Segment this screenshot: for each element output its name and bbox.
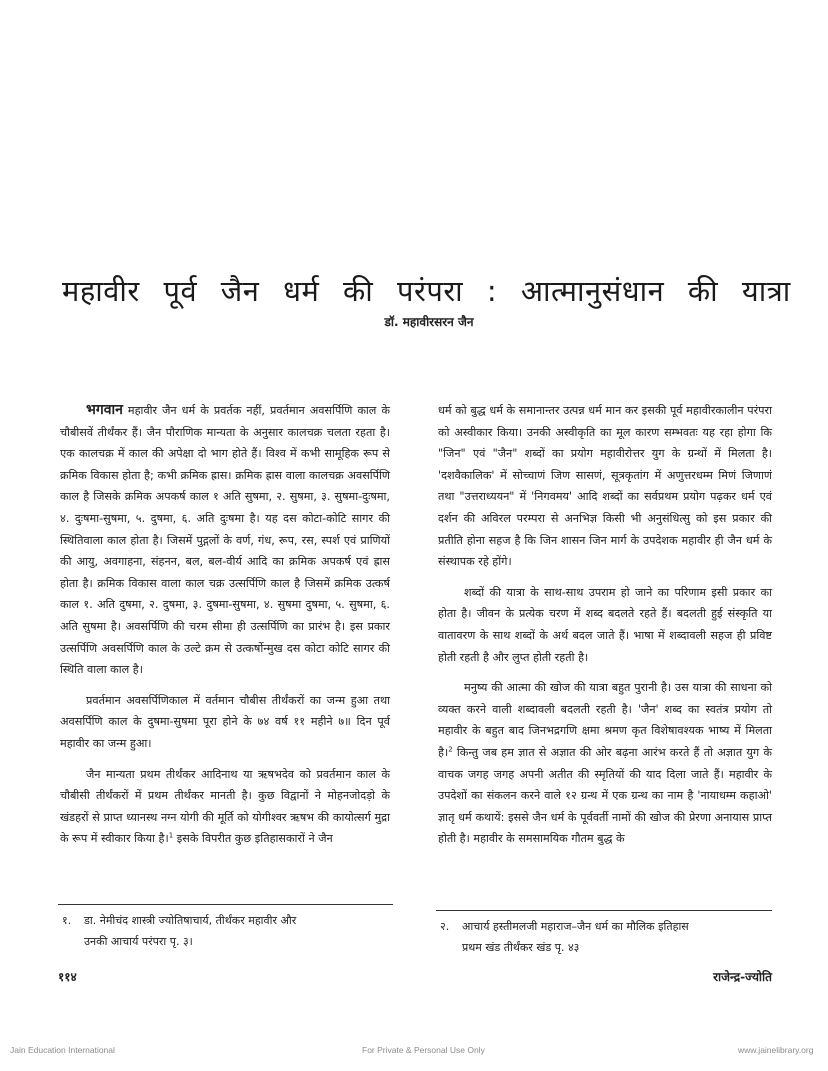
journal-name: राजेन्द्र-ज्योति <box>713 970 772 984</box>
paragraph <box>438 677 772 850</box>
paragraph: शब्दों की यात्रा के साथ-साथ उपराम हो जाने का परिणाम इसी प्रकार का होता है। जीवन के प्रत्येक चरण में शब्द बदलते रहते हैं। बदलती हुई संस्कृति या वातावरण के साथ शब्दों के अर्थ बदल जाते हैं। भाषा में शब्दावली सहज ही प्रविष्ट होती रहती है और लुप्त होती रहती है। <box>438 585 772 664</box>
footnote-divider <box>436 910 772 911</box>
paragraph-text: जैन मान्यता प्रथम तीर्थंकर आदिनाथ या ऋषभदेव को प्रवर्तमान काल के चौबीसी तीर्थंकरों में प्रथम तीर्थंकर मानती है। कुछ विद्वानों ने मोहनजोदड़ो के खंडहरों से प्राप्त ध्यानस्थ नग्न योगी की मूर्ति को योगीश्वर ऋषभ की कायोत्सर्ग मुद्रा के रूप में स्वीकार किया है। <box>60 767 390 846</box>
article-title: महावीर पूर्व जैन धर्म की परंपरा : आत्मानुसंधान की यात्रा <box>62 274 791 309</box>
left-column <box>60 400 390 859</box>
paragraph-text: किन्तु जब हम ज्ञात से अज्ञात की ओर बढ़ना आरंभ करते हैं तो अज्ञात युग के वाचक जगह जगह अपनी अतीत की स्मृतियों की याद दिला जाते हैं। महावीर के उपदेशों का संकलन करने वाले १२ ग्रन्थ में एक ग्रन्थ का नाम है 'नायाधम्म कहाओ' ज्ञातृ धर्म कथायें: इससे जैन धर्म के पूर्ववर्ती नामों की खोज की प्रेरणा अनायास प्राप्त होती है। महावीर के समसामयिक गौतम बुद्ध के <box>438 745 772 846</box>
footnote-ref[interactable]: 2 <box>448 745 453 754</box>
footnote-text: आचार्य हस्तीमलजी महाराज–जैन धर्म का मौलिक इतिहास <box>462 920 689 933</box>
footnote-text: प्रथम खंड तीर्थंकर खंड पृ. ४३ <box>462 941 580 954</box>
footnote-number: १. <box>62 914 72 927</box>
footnote-number: २. <box>440 920 450 933</box>
footnote-2 <box>440 916 774 958</box>
paragraph: प्रवर्तमान अवसर्पिणिकाल में वर्तमान चौबीस तीर्थंकरों का जन्म हुआ तथा अवसर्पिणि काल के दुषमा-सुषमा पूरा होने के ७४ वर्ष ११ महीने ७॥ दिन पूर्व महावीर का जन्म हुआ। <box>60 693 390 750</box>
paragraph-text: इसके विपरीत कुछ इतिहासकारों ने जैन <box>173 832 333 846</box>
footer-website-link[interactable]: www.jainelibrary.org <box>738 1045 814 1055</box>
footnote-ref[interactable]: 1 <box>168 831 174 840</box>
paragraph: धर्म को बुद्ध धर्म के समानान्तर उत्पन्न धर्म मान कर इसकी पूर्व महावीरकालीन परंपरा को अस्वीकार किया। उनकी अस्वीकृति का मूल कारण सम्भवतः यह रहा होगा कि "जिन" एवं "जैन" शब्दों का प्रयोग महावीरोत्तर युग के ग्रन्थों में मिलता है। 'दशवैकालिक' में सोच्चाणं जिण सासणं, सूत्रकृतांग में अणुत्तरधम्म मिणं जिणाणं तथा "उत्तराध्ययन" में 'निगवमय' आदि शब्दों का सर्वप्रथम प्रयोग पढ़कर धर्म एवं दर्शन की अविरल परम्परा से अनभिज्ञ किसी भी अनुसंधित्सु को इस प्रकार की प्रतीति होना सहज है कि जिन शासन जिन मार्ग के उपदेशक महावीर ही जैन धर्म के संस्थापक रहे होंगे। <box>438 404 772 569</box>
footnote-divider <box>58 904 393 905</box>
author-name: डॉ. महावीरसरन जैन <box>384 315 474 329</box>
paragraph <box>60 764 390 850</box>
page-number: ११४ <box>58 970 77 984</box>
right-column <box>438 400 772 859</box>
paragraph-text: मनुष्य की आत्मा की खोज की यात्रा बहुत पुरानी है। उस यात्रा की साधना को व्यक्त करने वाली शब्दावली बदलती रहती है। 'जैन' शब्द का स्वतंत्र प्रयोग तो महावीर के बहुत बाद जिनभद्रगणि क्षमा श्रमण कृत विशेषावश्यक भाष्य में मिलता है। <box>438 681 772 759</box>
paragraph <box>60 400 390 681</box>
paragraph-text: महावीर जैन धर्म के प्रवर्तक नहीं, प्रवर्तमान अवसर्पिणि काल के चौबीसवें तीर्थंकर हैं। जैन पौराणिक मान्यता के अनुसार कालचक्र चलता रहता है। एक कालचक्र में काल की अपेक्षा दो भाग होते हैं। विश्व में कभी सामूहिक रूप से क्रमिक विकास होता है; कभी क्रमिक ह्रास। क्रमिक ह्रास वाला कालचक्र अवसर्पिणि काल है जिसके क्रमिक अपकर्ष काल १ अति सुषमा, २. सुषमा, ३. सुषमा-दुःषमा, ४. दुःषमा-सुषमा, ५. दुषमा, ६. अति दुःषमा है। यह दस कोटा-कोटि सागर की स्थितिवाला काल होता है। जिसमें पुद्गलों के वर्ण, गंध, रूप, रस, स्पर्श एवं प्राणियों की आयु, अवगाहना, संहनन, बल, बल-वीर्य आदि का क्रमिक अपकर्ष एवं ह्रास होता है। क्रमिक विकास वाला काल चक्र उत्सर्पिणि काल है जिसमें क्रमिक उत्कर्ष काल १. अति दुषमा, २. दुषमा, ३. दुषमा-सुषमा, ४. सुषमा दुषमा, ५. सुषमा, ६. अति सुषमा है। अवसर्पिणि की चरम सीमा ही उत्सर्पिणि का प्रारंभ है। इस प्रकार उत्सर्पिणि अवसर्पिणि काल के उल्टे क्रम से उत्कर्षोन्मुख दस कोटा कोटि सागर की स्थिति वाला काल है। <box>60 404 390 677</box>
footnote-text: उनकी आचार्य परंपरा पृ. ३। <box>84 935 193 948</box>
footnote-1 <box>62 910 392 952</box>
drop-lead-word: भगवान <box>86 402 123 418</box>
footnote-text: डा. नेमीचंद शास्त्री ज्योतिषाचार्य, तीर्थंकर महावीर और <box>84 914 297 927</box>
footer-usage-note: For Private & Personal Use Only <box>362 1045 485 1055</box>
footer-publisher: Jain Education International <box>10 1045 115 1055</box>
